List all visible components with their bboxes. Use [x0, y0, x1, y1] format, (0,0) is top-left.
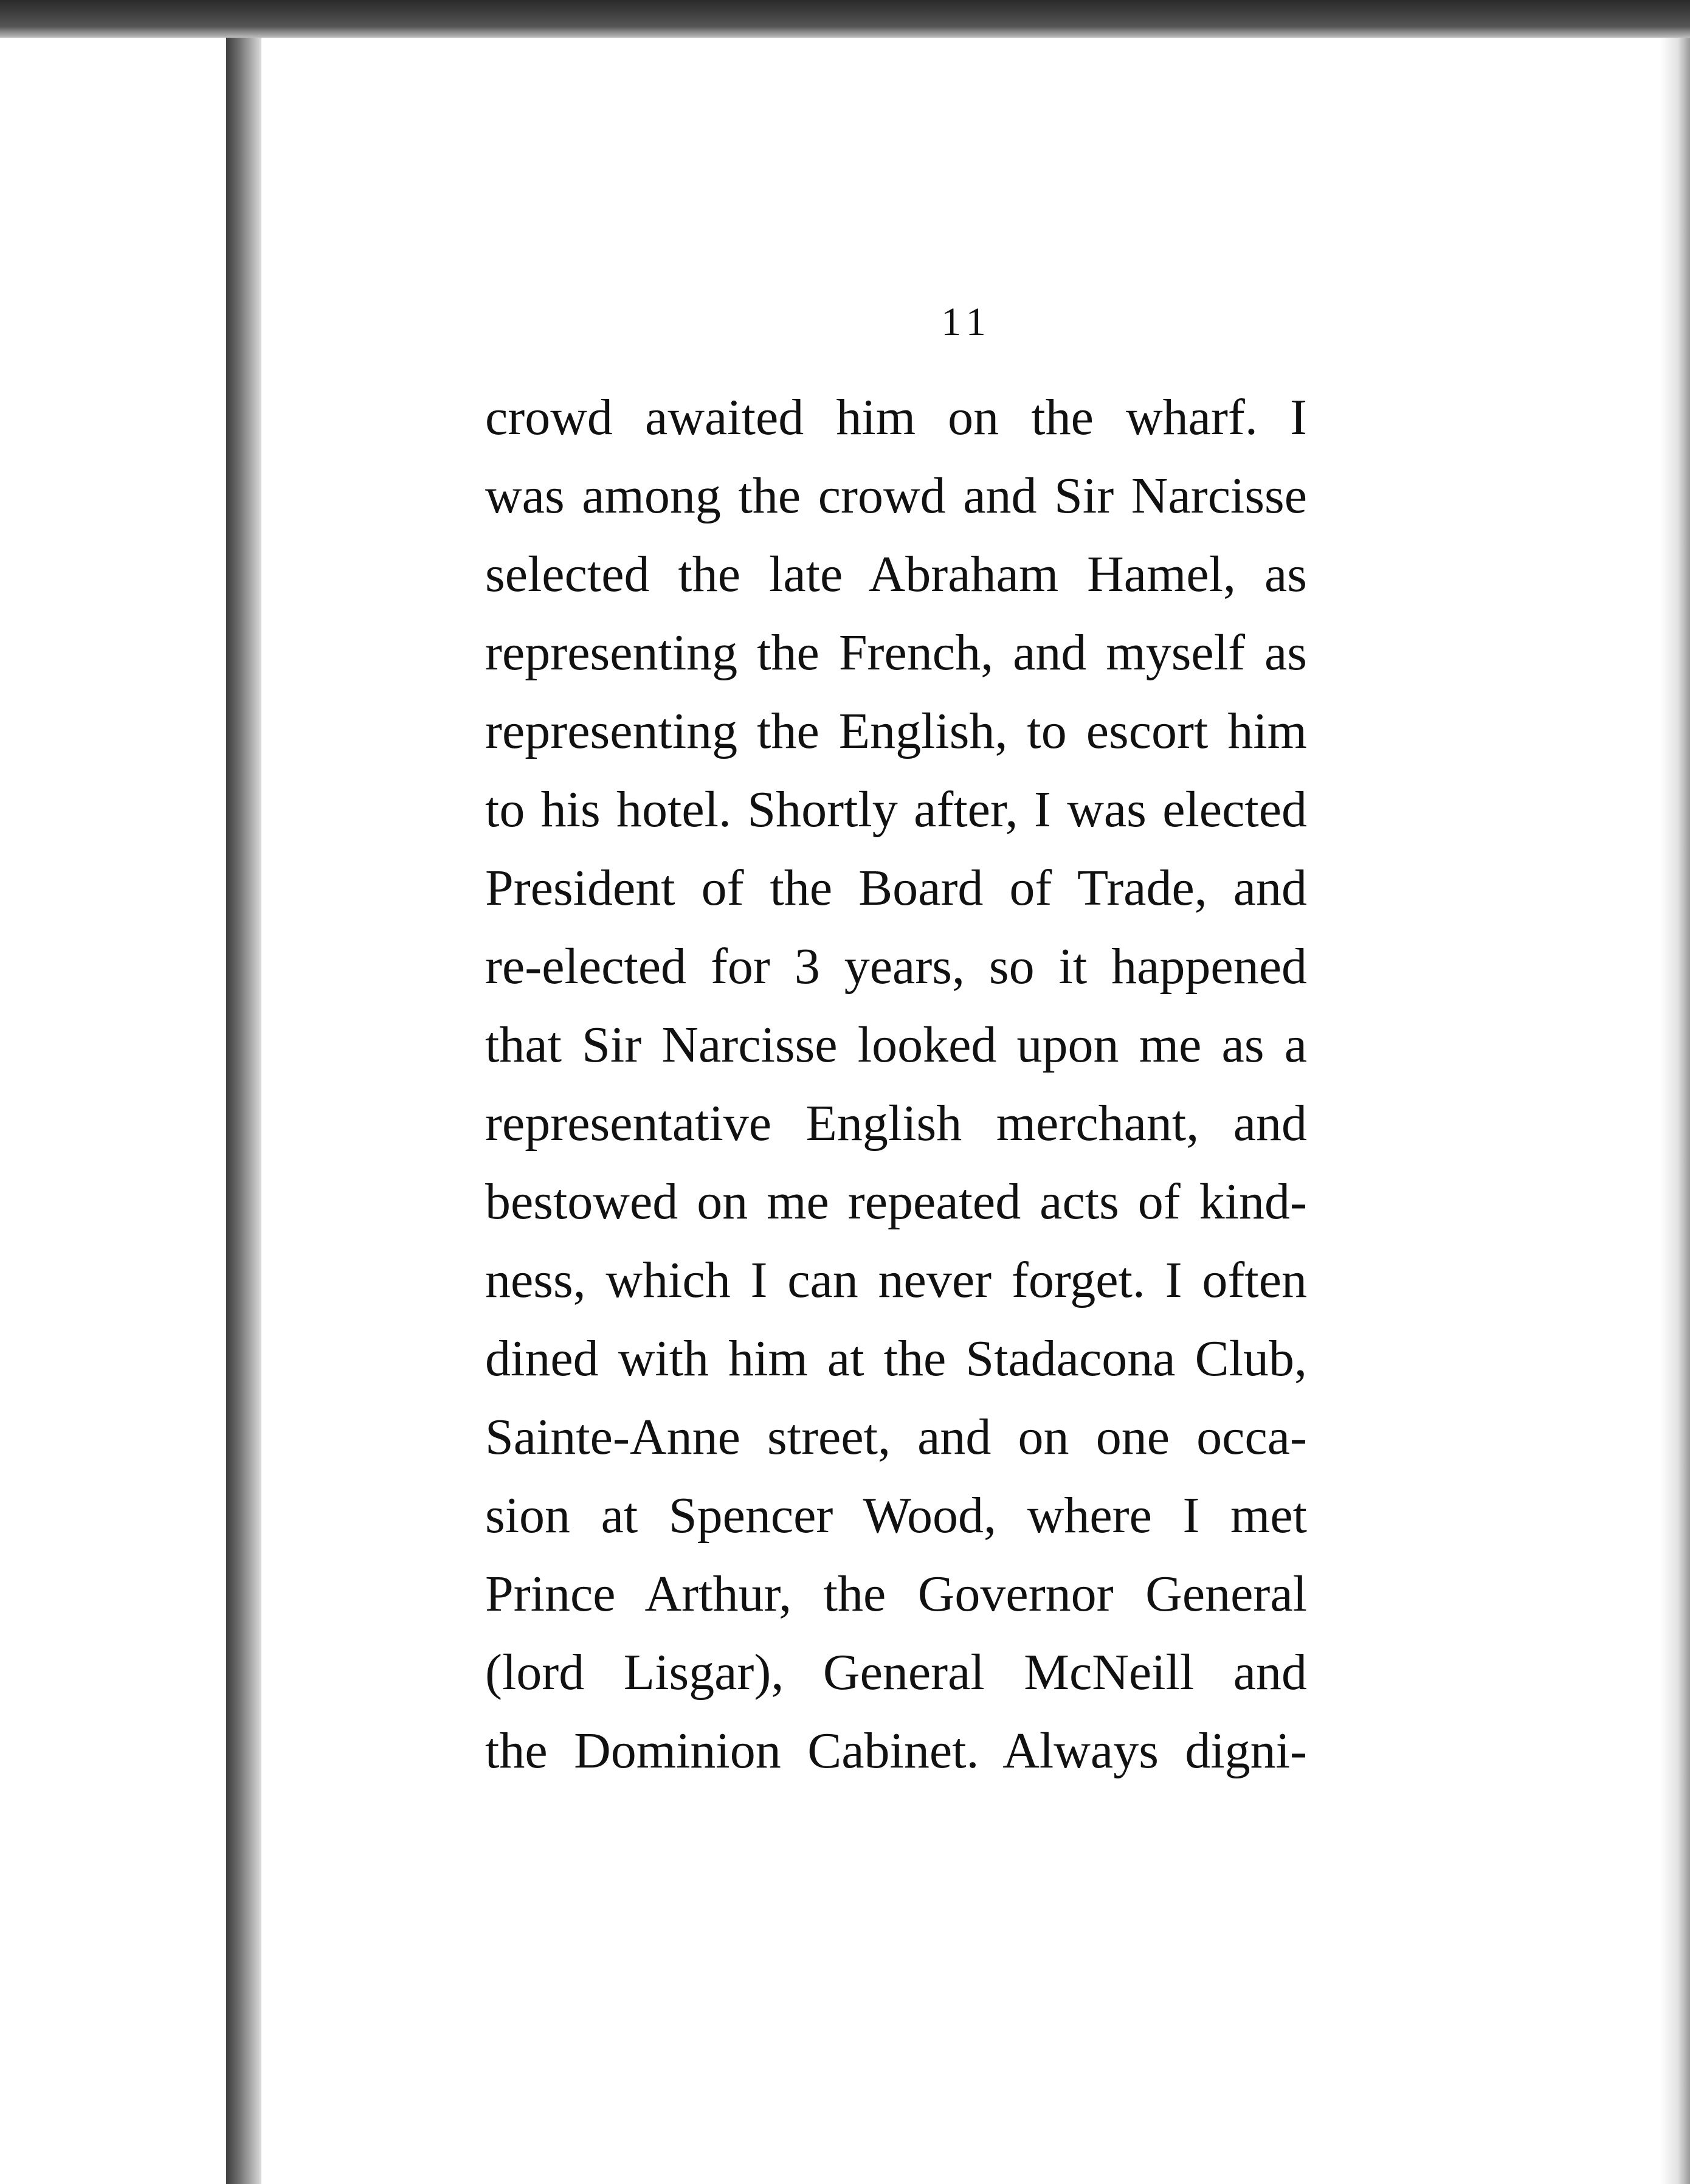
facing-page: [0, 38, 226, 2184]
text-line: sion at Spencer Wood, where I met: [485, 1487, 1307, 1544]
text-line: Sainte-Anne street, and on one occa-: [485, 1409, 1307, 1465]
scan-top-band: [0, 0, 1690, 38]
page-number: 11: [941, 300, 992, 344]
text-line: ness, which I can never forget. I often: [485, 1252, 1307, 1308]
text-line: Prince Arthur, the Governor General: [485, 1566, 1307, 1622]
book-spine-shadow: [226, 38, 261, 2184]
text-line: the Dominion Cabinet. Always digni-: [485, 1723, 1307, 1779]
page-right-edge: [1660, 38, 1690, 2184]
text-line: representing the English, to escort him: [485, 703, 1307, 759]
text-line: President of the Board of Trade, and: [485, 860, 1307, 916]
text-line: representative English merchant, and: [485, 1095, 1307, 1152]
text-line: representing the French, and myself as: [485, 624, 1307, 681]
book-page: [261, 38, 1660, 2184]
text-line: was among the crowd and Sir Narcisse: [485, 468, 1307, 524]
text-line: (lord Lisgar), General McNeill and: [485, 1644, 1307, 1701]
text-line: selected the late Abraham Hamel, as: [485, 546, 1307, 603]
text-line: bestowed on me repeated acts of kind-: [485, 1173, 1307, 1230]
text-line: crowd awaited him on the wharf. I: [485, 389, 1307, 446]
body-text: [485, 378, 1307, 1790]
text-line: that Sir Narcisse looked upon me as a: [485, 1017, 1307, 1073]
text-line: re-elected for 3 years, so it happened: [485, 938, 1307, 995]
text-line: to his hotel. Shortly after, I was elected: [485, 781, 1307, 838]
text-line: dined with him at the Stadacona Club,: [485, 1330, 1307, 1387]
